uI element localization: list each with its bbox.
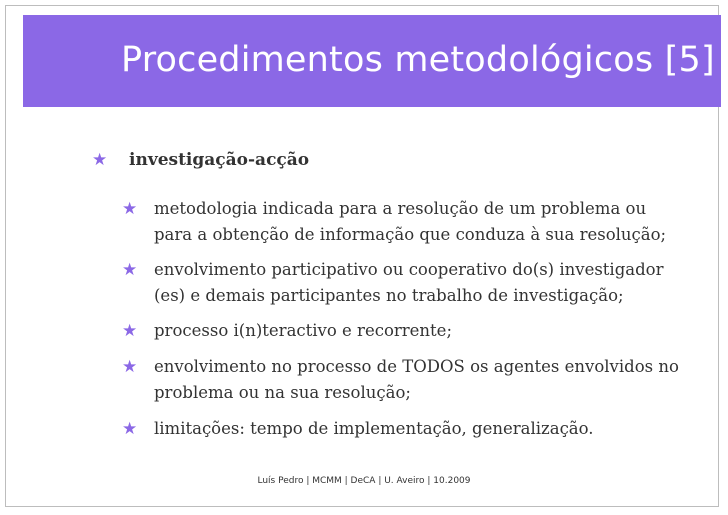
sub-bullet-text: envolvimento participativo ou cooperativo do(s) investigador (es) e demais participantes no trabalho de investigação; <box>154 260 664 305</box>
star-icon: ★ <box>122 357 138 377</box>
sub-bullet <box>122 354 682 406</box>
star-icon: ★ <box>122 260 138 280</box>
slide-footer: Luís Pedro | MCMM | DeCA | U. Aveiro | 10.2009 <box>257 476 471 486</box>
sub-bullet-text: processo i(n)teractivo e recorrente; <box>154 321 453 340</box>
sub-bullet-text: limitações: tempo de implementação, generalização. <box>154 419 594 438</box>
sub-bullet <box>122 196 682 248</box>
sub-bullet-text: envolvimento no processo de TODOS os agentes envolvidos no problema ou na sua resolução; <box>154 357 679 402</box>
sub-bullet-text: metodologia indicada para a resolução de um problema ou para a obtenção de informação que conduza à sua resolução; <box>154 199 667 244</box>
sub-bullet <box>122 318 682 344</box>
star-icon: ★ <box>92 150 108 170</box>
slide-title: Procedimentos metodológicos [5] <box>121 40 715 80</box>
title-bar <box>23 15 721 107</box>
star-icon: ★ <box>122 199 138 219</box>
sub-bullet <box>122 257 682 309</box>
star-icon: ★ <box>122 321 138 341</box>
main-bullet <box>92 150 309 170</box>
main-bullet-text: investigação-acção <box>129 150 310 170</box>
sub-bullet <box>122 416 682 442</box>
star-icon: ★ <box>122 419 138 439</box>
